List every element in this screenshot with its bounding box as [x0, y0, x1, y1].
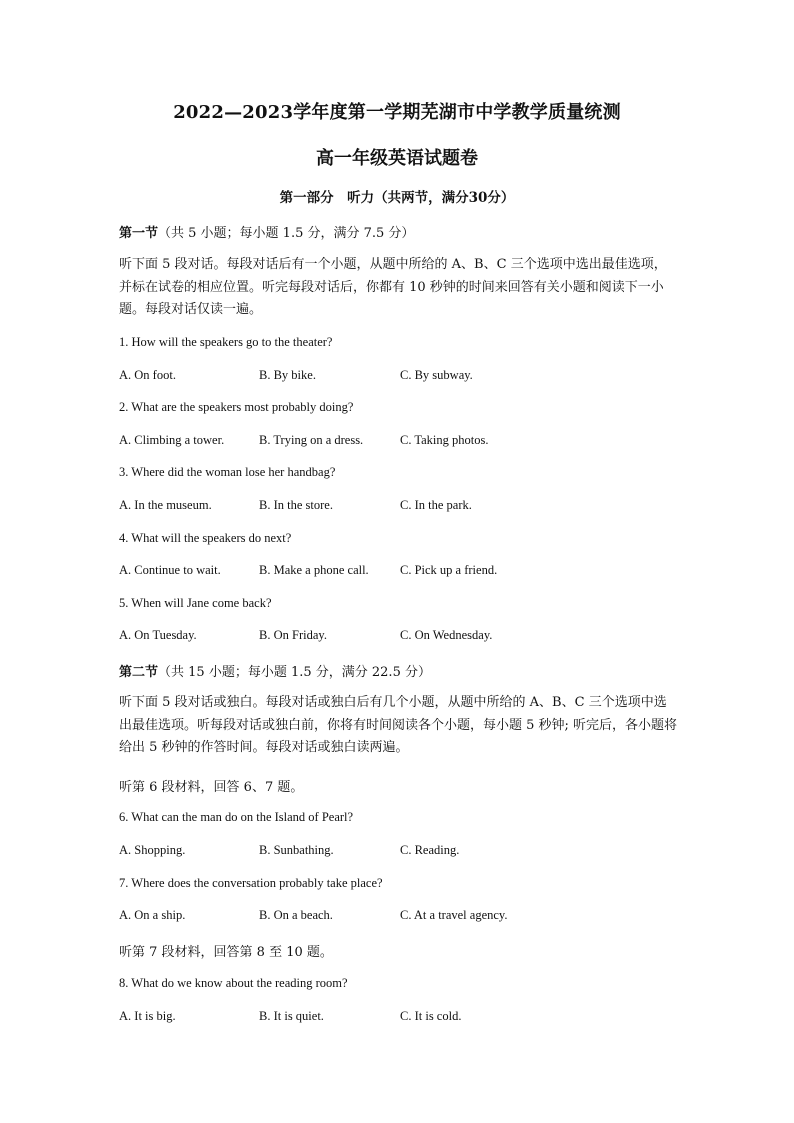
options-7: [119, 908, 679, 926]
option-a: A. In the museum.: [119, 498, 212, 512]
question-3: 3. Where did the woman lose her handbag?: [119, 465, 336, 479]
material-note-7: 听第 7 段材料，回答第 8 至 10 题。: [119, 945, 333, 960]
question-1: 1. How will the speakers go to the theater?: [119, 335, 333, 349]
exam-title: 2022—2023学年度第一学期芜湖市中学教学质量统测: [173, 102, 621, 123]
option-b: B. Trying on a dress.: [259, 433, 364, 447]
section1-heading: [119, 222, 414, 241]
options-4: [119, 563, 679, 581]
option-c: C. In the park.: [400, 498, 472, 512]
option-b: B. It is quiet.: [259, 1009, 324, 1023]
question-2: 2. What are the speakers most probably doing?: [119, 400, 354, 414]
section1-instructions: 听下面 5 段对话。每段对话后有一个小题，从题中所给的 A、B、C 三个选项中选出最佳选项，并标在试卷的相应位置。听完每段对话后，你都有 10 秒钟的时间来回答有关小题和阅读下一小题。每段对话仅读一遍。: [119, 257, 667, 317]
option-a: A. Continue to wait.: [119, 563, 221, 577]
option-c: C. Taking photos.: [400, 433, 489, 447]
part-title: 第一部分 听力（共两节，满分30分）: [279, 190, 515, 206]
section1-info: （共 5 小题；每小题 1.5 分，满分 7.5 分）: [158, 226, 415, 241]
option-a: A. On a ship.: [119, 908, 186, 922]
question-6: 6. What can the man do on the Island of Pearl?: [119, 810, 354, 824]
options-1: [119, 368, 679, 386]
section2-heading: [119, 661, 431, 680]
section1-label: 第一节: [119, 226, 159, 241]
options-8: [119, 1009, 679, 1027]
option-c: C. Pick up a friend.: [400, 563, 498, 577]
option-b: B. Make a phone call.: [259, 563, 369, 577]
option-c: C. Reading.: [400, 843, 460, 857]
option-b: B. On a beach.: [259, 908, 333, 922]
section2-instructions: 听下面 5 段对话或独白。每段对话或独白后有几个小题，从题中所给的 A、B、C 三个选项中选出最佳选项。听每段对话或独白前，你将有时间阅读各个小题，每小题 5 秒钟; 听完后，各小题将给出 5 秒钟的作答时间。每段对话或独白读两遍。: [119, 695, 678, 755]
option-a: A. On Tuesday.: [119, 628, 197, 642]
question-4: 4. What will the speakers do next?: [119, 531, 292, 545]
options-5: [119, 628, 679, 646]
option-c: C. On Wednesday.: [400, 628, 493, 642]
option-c: C. At a travel agency.: [400, 908, 508, 922]
options-2: [119, 433, 679, 451]
options-6: [119, 843, 679, 861]
options-3: [119, 498, 679, 516]
option-a: A. Shopping.: [119, 843, 186, 857]
section2-info: （共 15 小题；每小题 1.5 分，满分 22.5 分）: [158, 665, 431, 680]
option-b: B. Sunbathing.: [259, 843, 334, 857]
material-note-6: 听第 6 段材料，回答 6、7 题。: [119, 780, 304, 795]
option-a: A. Climbing a tower.: [119, 433, 225, 447]
option-b: B. On Friday.: [259, 628, 327, 642]
question-5: 5. When will Jane come back?: [119, 596, 272, 610]
option-b: B. In the store.: [259, 498, 333, 512]
option-b: B. By bike.: [259, 368, 316, 382]
section2-label: 第二节: [119, 665, 159, 680]
option-a: A. It is big.: [119, 1009, 176, 1023]
option-c: C. By subway.: [400, 368, 473, 382]
question-8: 8. What do we know about the reading room?: [119, 976, 348, 990]
option-c: C. It is cold.: [400, 1009, 462, 1023]
exam-subtitle: 高一年级英语试题卷: [316, 148, 478, 169]
option-a: A. On foot.: [119, 368, 176, 382]
question-7: 7. Where does the conversation probably take place?: [119, 876, 383, 890]
